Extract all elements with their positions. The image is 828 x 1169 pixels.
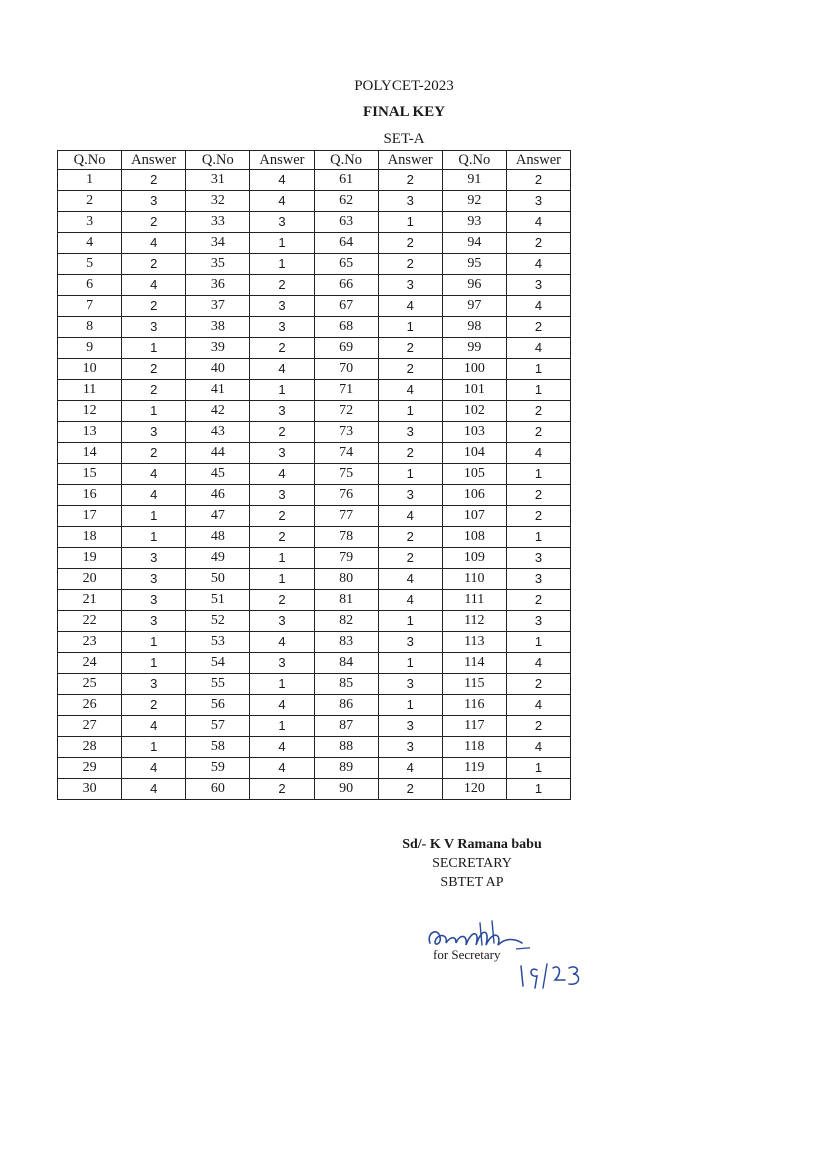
answer-cell: 2	[250, 275, 314, 296]
question-number-cell: 21	[58, 590, 122, 611]
table-row	[58, 191, 571, 212]
question-number-cell: 61	[314, 170, 378, 191]
table-row	[58, 506, 571, 527]
question-number-cell: 97	[442, 296, 506, 317]
question-number-cell: 81	[314, 590, 378, 611]
answer-cell: 2	[506, 716, 570, 737]
answer-cell: 4	[122, 485, 186, 506]
question-number-cell: 79	[314, 548, 378, 569]
table-row	[58, 737, 571, 758]
answer-cell: 3	[378, 275, 442, 296]
answer-cell: 2	[250, 506, 314, 527]
question-number-cell: 27	[58, 716, 122, 737]
question-number-cell: 73	[314, 422, 378, 443]
table-row	[58, 422, 571, 443]
question-number-cell: 60	[186, 779, 250, 800]
question-number-cell: 1	[58, 170, 122, 191]
answer-cell: 3	[122, 548, 186, 569]
set-label: SET-A	[383, 131, 425, 147]
answer-cell: 4	[506, 296, 570, 317]
answer-cell: 4	[506, 695, 570, 716]
question-number-cell: 67	[314, 296, 378, 317]
answer-cell: 3	[378, 674, 442, 695]
answer-header: Answer	[122, 151, 186, 170]
answer-cell: 3	[122, 569, 186, 590]
answer-cell: 2	[506, 422, 570, 443]
answer-cell: 2	[250, 590, 314, 611]
question-number-cell: 102	[442, 401, 506, 422]
table-row	[58, 527, 571, 548]
question-number-cell: 31	[186, 170, 250, 191]
question-number-cell: 57	[186, 716, 250, 737]
table-row	[58, 569, 571, 590]
answer-cell: 4	[378, 506, 442, 527]
answer-cell: 4	[378, 296, 442, 317]
question-number-cell: 5	[58, 254, 122, 275]
answer-cell: 1	[506, 758, 570, 779]
handwritten-date	[515, 958, 605, 992]
table-row	[58, 401, 571, 422]
question-number-cell: 95	[442, 254, 506, 275]
question-number-cell: 6	[58, 275, 122, 296]
question-number-cell: 76	[314, 485, 378, 506]
question-number-cell: 94	[442, 233, 506, 254]
answer-cell: 4	[250, 359, 314, 380]
table-row	[58, 233, 571, 254]
answer-cell: 4	[506, 338, 570, 359]
answer-cell: 2	[378, 254, 442, 275]
table-row	[58, 254, 571, 275]
answer-cell: 1	[122, 338, 186, 359]
question-number-cell: 69	[314, 338, 378, 359]
table-row	[58, 653, 571, 674]
signatory-name: Sd/- K V Ramana babu	[402, 837, 542, 852]
question-number-cell: 113	[442, 632, 506, 653]
answer-cell: 4	[506, 653, 570, 674]
table-row	[58, 296, 571, 317]
table-row	[58, 338, 571, 359]
answer-cell: 4	[250, 464, 314, 485]
question-number-cell: 88	[314, 737, 378, 758]
answer-cell: 1	[122, 632, 186, 653]
question-number-cell: 71	[314, 380, 378, 401]
answer-cell: 1	[378, 611, 442, 632]
question-number-cell: 114	[442, 653, 506, 674]
answer-cell: 1	[378, 464, 442, 485]
answer-cell: 1	[378, 653, 442, 674]
answer-cell: 2	[506, 506, 570, 527]
table-row	[58, 443, 571, 464]
question-number-cell: 85	[314, 674, 378, 695]
question-number-cell: 12	[58, 401, 122, 422]
table-row	[58, 632, 571, 653]
question-number-cell: 82	[314, 611, 378, 632]
answer-cell: 2	[378, 779, 442, 800]
answer-cell: 4	[250, 758, 314, 779]
answer-cell: 4	[250, 695, 314, 716]
question-number-cell: 86	[314, 695, 378, 716]
answer-header: Answer	[378, 151, 442, 170]
answer-cell: 4	[250, 191, 314, 212]
answer-header: Answer	[250, 151, 314, 170]
qno-header: Q.No	[58, 151, 122, 170]
answer-cell: 1	[378, 401, 442, 422]
question-number-cell: 101	[442, 380, 506, 401]
question-number-cell: 120	[442, 779, 506, 800]
answer-header: Answer	[506, 151, 570, 170]
question-number-cell: 66	[314, 275, 378, 296]
question-number-cell: 48	[186, 527, 250, 548]
answer-cell: 3	[378, 422, 442, 443]
question-number-cell: 11	[58, 380, 122, 401]
table-row	[58, 380, 571, 401]
answer-cell: 2	[378, 170, 442, 191]
answer-cell: 4	[506, 212, 570, 233]
answer-cell: 1	[378, 212, 442, 233]
question-number-cell: 53	[186, 632, 250, 653]
answer-cell: 3	[250, 485, 314, 506]
question-number-cell: 51	[186, 590, 250, 611]
answer-cell: 3	[250, 653, 314, 674]
answer-cell: 4	[378, 380, 442, 401]
answer-cell: 1	[250, 380, 314, 401]
table-row	[58, 359, 571, 380]
question-number-cell: 22	[58, 611, 122, 632]
question-number-cell: 72	[314, 401, 378, 422]
answer-cell: 3	[506, 275, 570, 296]
question-number-cell: 19	[58, 548, 122, 569]
question-number-cell: 119	[442, 758, 506, 779]
question-number-cell: 32	[186, 191, 250, 212]
question-number-cell: 3	[58, 212, 122, 233]
question-number-cell: 96	[442, 275, 506, 296]
question-number-cell: 41	[186, 380, 250, 401]
question-number-cell: 47	[186, 506, 250, 527]
question-number-cell: 10	[58, 359, 122, 380]
answer-cell: 2	[122, 212, 186, 233]
answer-cell: 2	[250, 779, 314, 800]
answer-cell: 1	[250, 569, 314, 590]
answer-cell: 1	[250, 254, 314, 275]
question-number-cell: 111	[442, 590, 506, 611]
answer-cell: 4	[378, 758, 442, 779]
question-number-cell: 4	[58, 233, 122, 254]
answer-cell: 2	[506, 317, 570, 338]
question-number-cell: 117	[442, 716, 506, 737]
question-number-cell: 17	[58, 506, 122, 527]
question-number-cell: 105	[442, 464, 506, 485]
question-number-cell: 16	[58, 485, 122, 506]
question-number-cell: 99	[442, 338, 506, 359]
answer-cell: 2	[122, 695, 186, 716]
table-row	[58, 275, 571, 296]
answer-cell: 3	[506, 611, 570, 632]
answer-cell: 3	[250, 212, 314, 233]
question-number-cell: 104	[442, 443, 506, 464]
answer-cell: 2	[122, 170, 186, 191]
question-number-cell: 118	[442, 737, 506, 758]
question-number-cell: 8	[58, 317, 122, 338]
answer-cell: 3	[250, 443, 314, 464]
question-number-cell: 39	[186, 338, 250, 359]
qno-header: Q.No	[314, 151, 378, 170]
question-number-cell: 25	[58, 674, 122, 695]
for-secretary-label: for Secretary	[433, 947, 501, 962]
answer-cell: 1	[378, 317, 442, 338]
table-header-row	[58, 151, 571, 170]
table-row	[58, 317, 571, 338]
question-number-cell: 83	[314, 632, 378, 653]
answer-cell: 1	[250, 716, 314, 737]
question-number-cell: 13	[58, 422, 122, 443]
question-number-cell: 80	[314, 569, 378, 590]
answer-cell: 1	[506, 359, 570, 380]
question-number-cell: 106	[442, 485, 506, 506]
answer-cell: 4	[506, 737, 570, 758]
question-number-cell: 36	[186, 275, 250, 296]
answer-cell: 2	[378, 359, 442, 380]
answer-cell: 4	[378, 569, 442, 590]
question-number-cell: 56	[186, 695, 250, 716]
question-number-cell: 44	[186, 443, 250, 464]
answer-key-body	[58, 170, 571, 800]
answer-cell: 3	[378, 191, 442, 212]
qno-header: Q.No	[442, 151, 506, 170]
answer-cell: 2	[378, 548, 442, 569]
table-row	[58, 758, 571, 779]
question-number-cell: 35	[186, 254, 250, 275]
answer-cell: 1	[506, 632, 570, 653]
answer-cell: 3	[378, 485, 442, 506]
question-number-cell: 90	[314, 779, 378, 800]
answer-cell: 1	[506, 380, 570, 401]
answer-cell: 4	[122, 464, 186, 485]
answer-cell: 2	[506, 485, 570, 506]
question-number-cell: 15	[58, 464, 122, 485]
answer-cell: 2	[122, 380, 186, 401]
question-number-cell: 112	[442, 611, 506, 632]
answer-cell: 2	[122, 359, 186, 380]
question-number-cell: 37	[186, 296, 250, 317]
answer-cell: 3	[378, 716, 442, 737]
answer-cell: 1	[122, 506, 186, 527]
answer-cell: 4	[378, 590, 442, 611]
answer-cell: 3	[506, 191, 570, 212]
question-number-cell: 24	[58, 653, 122, 674]
question-number-cell: 92	[442, 191, 506, 212]
question-number-cell: 109	[442, 548, 506, 569]
question-number-cell: 46	[186, 485, 250, 506]
question-number-cell: 100	[442, 359, 506, 380]
question-number-cell: 58	[186, 737, 250, 758]
answer-cell: 3	[378, 737, 442, 758]
answer-cell: 1	[506, 464, 570, 485]
question-number-cell: 108	[442, 527, 506, 548]
question-number-cell: 40	[186, 359, 250, 380]
signatory-office: SBTET AP	[440, 875, 504, 890]
answer-cell: 1	[250, 548, 314, 569]
answer-cell: 2	[506, 401, 570, 422]
answer-cell: 1	[506, 527, 570, 548]
question-number-cell: 65	[314, 254, 378, 275]
answer-cell: 2	[250, 527, 314, 548]
table-row	[58, 464, 571, 485]
question-number-cell: 74	[314, 443, 378, 464]
answer-cell: 4	[250, 632, 314, 653]
question-number-cell: 70	[314, 359, 378, 380]
question-number-cell: 64	[314, 233, 378, 254]
question-number-cell: 9	[58, 338, 122, 359]
question-number-cell: 62	[314, 191, 378, 212]
document-title: FINAL KEY	[362, 104, 446, 120]
question-number-cell: 89	[314, 758, 378, 779]
answer-cell: 2	[506, 170, 570, 191]
question-number-cell: 98	[442, 317, 506, 338]
question-number-cell: 110	[442, 569, 506, 590]
question-number-cell: 68	[314, 317, 378, 338]
answer-cell: 4	[122, 779, 186, 800]
question-number-cell: 45	[186, 464, 250, 485]
question-number-cell: 42	[186, 401, 250, 422]
answer-cell: 3	[506, 548, 570, 569]
answer-cell: 2	[506, 590, 570, 611]
answer-cell: 4	[506, 443, 570, 464]
answer-cell: 2	[378, 338, 442, 359]
table-row	[58, 548, 571, 569]
answer-cell: 3	[122, 590, 186, 611]
answer-cell: 3	[250, 401, 314, 422]
answer-cell: 2	[378, 527, 442, 548]
question-number-cell: 38	[186, 317, 250, 338]
answer-cell: 1	[122, 653, 186, 674]
table-row	[58, 611, 571, 632]
table-row	[58, 212, 571, 233]
answer-cell: 3	[122, 674, 186, 695]
answer-cell: 1	[122, 401, 186, 422]
question-number-cell: 7	[58, 296, 122, 317]
exam-name: POLYCET-2023	[354, 78, 454, 94]
table-row	[58, 695, 571, 716]
signatory-designation: SECRETARY	[432, 856, 512, 871]
question-number-cell: 26	[58, 695, 122, 716]
answer-cell: 2	[122, 443, 186, 464]
question-number-cell: 116	[442, 695, 506, 716]
question-number-cell: 59	[186, 758, 250, 779]
question-number-cell: 29	[58, 758, 122, 779]
answer-cell: 4	[122, 716, 186, 737]
table-row	[58, 674, 571, 695]
question-number-cell: 23	[58, 632, 122, 653]
table-row	[58, 779, 571, 800]
answer-cell: 3	[122, 611, 186, 632]
answer-cell: 3	[122, 422, 186, 443]
question-number-cell: 54	[186, 653, 250, 674]
question-number-cell: 14	[58, 443, 122, 464]
question-number-cell: 2	[58, 191, 122, 212]
question-number-cell: 93	[442, 212, 506, 233]
answer-cell: 3	[122, 191, 186, 212]
table-row	[58, 485, 571, 506]
question-number-cell: 91	[442, 170, 506, 191]
answer-cell: 4	[122, 233, 186, 254]
answer-cell: 4	[506, 254, 570, 275]
question-number-cell: 115	[442, 674, 506, 695]
answer-cell: 1	[250, 233, 314, 254]
answer-cell: 4	[122, 758, 186, 779]
answer-cell: 2	[378, 443, 442, 464]
question-number-cell: 75	[314, 464, 378, 485]
question-number-cell: 78	[314, 527, 378, 548]
question-number-cell: 52	[186, 611, 250, 632]
question-number-cell: 103	[442, 422, 506, 443]
answer-key-table	[57, 150, 571, 800]
answer-cell: 3	[250, 611, 314, 632]
question-number-cell: 28	[58, 737, 122, 758]
question-number-cell: 55	[186, 674, 250, 695]
question-number-cell: 34	[186, 233, 250, 254]
answer-cell: 1	[250, 674, 314, 695]
question-number-cell: 18	[58, 527, 122, 548]
table-row	[58, 170, 571, 191]
answer-cell: 1	[122, 737, 186, 758]
question-number-cell: 33	[186, 212, 250, 233]
answer-cell: 4	[250, 737, 314, 758]
answer-cell: 2	[250, 422, 314, 443]
table-row	[58, 716, 571, 737]
answer-cell: 3	[506, 569, 570, 590]
answer-cell: 2	[122, 296, 186, 317]
answer-cell: 3	[122, 317, 186, 338]
answer-cell: 2	[122, 254, 186, 275]
answer-cell: 1	[378, 695, 442, 716]
table-row	[58, 590, 571, 611]
answer-cell: 2	[506, 233, 570, 254]
question-number-cell: 50	[186, 569, 250, 590]
answer-cell: 3	[250, 296, 314, 317]
answer-cell: 2	[250, 338, 314, 359]
qno-header: Q.No	[186, 151, 250, 170]
answer-cell: 1	[122, 527, 186, 548]
question-number-cell: 107	[442, 506, 506, 527]
answer-cell: 2	[506, 674, 570, 695]
question-number-cell: 43	[186, 422, 250, 443]
answer-cell: 4	[122, 275, 186, 296]
answer-cell: 4	[250, 170, 314, 191]
question-number-cell: 49	[186, 548, 250, 569]
question-number-cell: 84	[314, 653, 378, 674]
question-number-cell: 20	[58, 569, 122, 590]
answer-cell: 3	[250, 317, 314, 338]
question-number-cell: 30	[58, 779, 122, 800]
question-number-cell: 63	[314, 212, 378, 233]
answer-cell: 1	[506, 779, 570, 800]
question-number-cell: 87	[314, 716, 378, 737]
answer-cell: 3	[378, 632, 442, 653]
answer-cell: 2	[378, 233, 442, 254]
question-number-cell: 77	[314, 506, 378, 527]
